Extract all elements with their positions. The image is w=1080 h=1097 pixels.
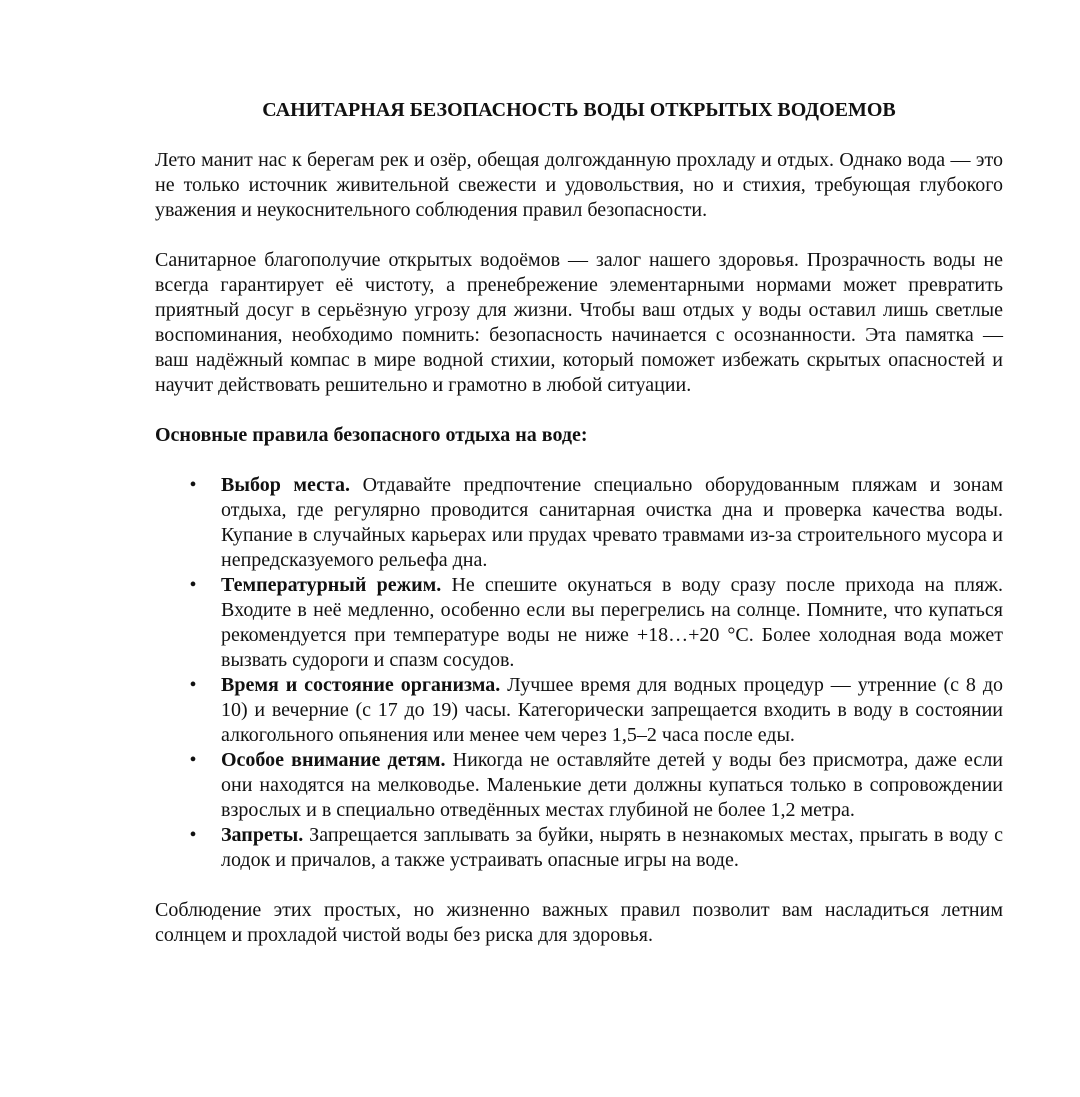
document-title: САНИТАРНАЯ БЕЗОПАСНОСТЬ ВОДЫ ОТКРЫТЫХ ВОДОЕМОВ <box>262 99 896 121</box>
bullet-icon: • <box>189 474 197 496</box>
list-item <box>155 573 1003 673</box>
rule-text: Запрещается заплывать за буйки, нырять в незнакомых местах, прыгать в воду с лодок и причалов, а также устраивать опасные игры на воде. <box>221 824 1003 871</box>
rule-title: Время и состояние организма. <box>221 674 501 696</box>
rule-text: Никогда не оставляйте детей у воды без присмотра, даже если они находятся на мелководье. Маленькие дети должны купаться только в сопровождении взрослых и в специально отведённых местах глубиной не более 1,2 метра. <box>221 749 1003 821</box>
rule-title: Особое внимание детям. <box>221 749 446 771</box>
rules-list <box>155 473 1003 873</box>
bullet-icon: • <box>189 674 197 696</box>
bullet-icon: • <box>189 574 197 596</box>
bullet-icon: • <box>189 749 197 771</box>
intro-paragraph-1: Лето манит нас к берегам рек и озёр, обещая долгожданную прохладу и отдых. Однако вода — это не только источник живительной свежести и удовольствия, но и стихия, требующая глубокого уважения и неукоснительного соблюдения правил безопасности. <box>155 149 1003 221</box>
list-item <box>155 748 1003 823</box>
bullet-icon: • <box>189 824 197 846</box>
list-item <box>155 823 1003 873</box>
rule-title: Запреты. <box>221 824 304 846</box>
rule-text: Отдавайте предпочтение специально оборудованным пляжам и зонам отдыха, где регулярно проводится санитарная очистка дна и проверка качества воды. Купание в случайных карьерах или прудах чревато травмами из-за строительного мусора и непредсказуемого рельефа дна. <box>221 474 1003 571</box>
rule-title: Выбор места. <box>221 474 351 496</box>
list-item <box>155 473 1003 573</box>
intro-paragraph-2: Санитарное благополучие открытых водоёмов — залог нашего здоровья. Прозрачность воды не всегда гарантирует её чистоту, а пренебрежение элементарными нормами может превратить приятный досуг в серьёзную угрозу для жизни. Чтобы ваш отдых у воды оставил лишь светлые воспоминания, необходимо помнить: безопасность начинается с осознанности. Эта памятка — ваш надёжный компас в мире водной стихии, который поможет избежать скрытых опасностей и научит действовать решительно и грамотно в любой ситуации. <box>155 249 1003 396</box>
rules-heading: Основные правила безопасного отдыха на воде: <box>155 424 588 446</box>
document-page <box>155 98 1003 973</box>
closing-paragraph: Соблюдение этих простых, но жизненно важных правил позволит вам насладиться летним солнцем и прохладой чистой воды без риска для здоровья. <box>155 899 1003 946</box>
rule-text: Лучшее время для водных процедур — утренние (с 8 до 10) и вечерние (с 17 до 19) часы. Категорически запрещается входить в воду в состоянии алкогольного опьянения или менее чем через 1,5–2 часа после еды. <box>221 674 1003 746</box>
rule-title: Температурный режим. <box>221 574 442 596</box>
rule-text: Не спешите окунаться в воду сразу после прихода на пляж. Входите в неё медленно, особенно если вы перегрелись на солнце. Помните, что купаться рекомендуется при температуре воды не ниже +18…+20 °C. Более холодная вода может вызвать судороги и спазм сосудов. <box>221 574 1003 671</box>
list-item <box>155 673 1003 748</box>
